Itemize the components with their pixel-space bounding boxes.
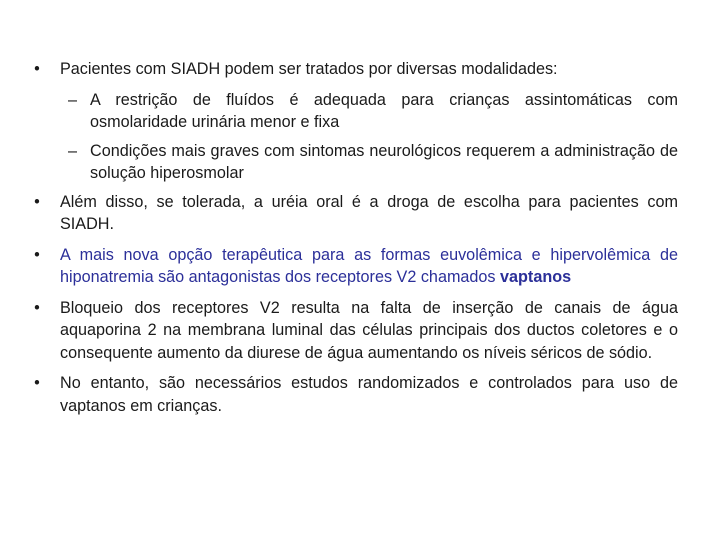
bullet-icon: •: [34, 60, 40, 78]
bullet-icon: •: [34, 374, 40, 392]
bullet-text: No entanto, são necessários estudos randomizados e controlados para uso de vaptanos em crianças.: [60, 374, 678, 415]
bullet-item-vaptans: [30, 244, 678, 289]
bullet-item-siadh-treatment: [30, 58, 678, 81]
bullet-icon: •: [34, 192, 40, 211]
bullet-text: Bloqueio dos receptores V2 resulta na falta de inserção de canais de água aquaporina 2 na membrana luminal das células principais dos ductos coletores e o consequente aumento da diurese de água aumentando os níveis séricos de sódio.: [60, 298, 678, 362]
bullet-item-v2-blockade: [30, 297, 678, 365]
bullet-text: Pacientes com SIADH podem ser tratados por diversas modalidades:: [60, 60, 558, 78]
sub-item-text: Condições mais graves com sintomas neurológicos requerem a administração de solução hiperosmolar: [90, 141, 678, 182]
bullet-text: Além disso, se tolerada, a uréia oral é a droga de escolha para pacientes com SIADH.: [60, 192, 678, 233]
bullet-text: A mais nova opção terapêutica para as formas euvolêmica e hipervolêmica de hiponatremia são antagonistas dos receptores V2 chamados: [60, 245, 678, 286]
sub-item-fluid-restriction: [30, 89, 678, 134]
emphasis-vaptanos: vaptanos: [500, 268, 572, 286]
dash-icon: –: [68, 141, 78, 160]
bullet-list: [30, 58, 678, 425]
sub-item-severe-conditions: [30, 140, 678, 185]
bullet-icon: •: [34, 298, 40, 317]
bullet-icon: •: [34, 245, 40, 264]
bullet-item-oral-urea: [30, 191, 678, 236]
bullet-item-studies-needed: [30, 372, 678, 417]
sub-item-text: A restrição de fluídos é adequada para crianças assintomáticas com osmolaridade urinária menor e fixa: [90, 90, 678, 131]
dash-icon: –: [68, 90, 78, 109]
